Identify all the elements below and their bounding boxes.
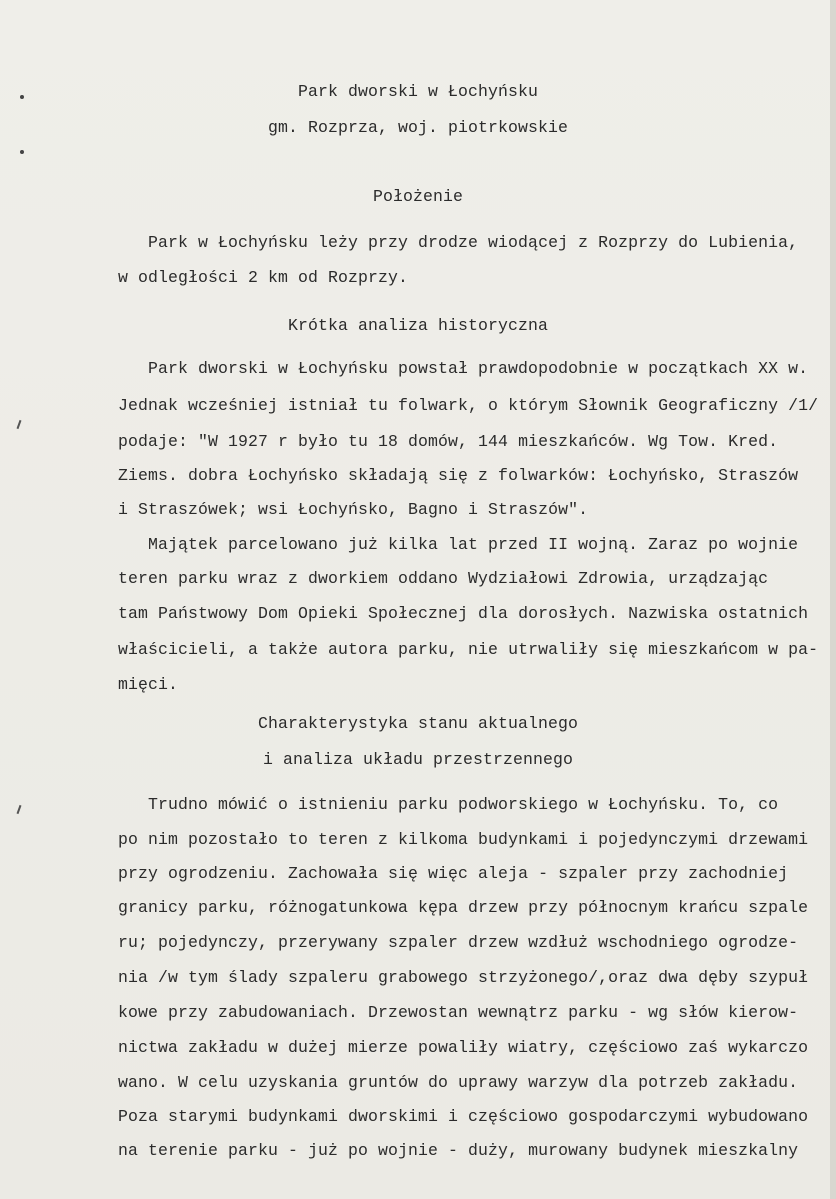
text-line: granicy parku, różnogatunkowa kępa drzew przy północnym krańcu szpale [118, 898, 809, 917]
margin-mark [17, 420, 22, 429]
section-heading-location: Położenie [372, 187, 463, 206]
text-line: nia /w tym ślady szpaleru grabowego strzyżonego/,oraz dwa dęby szypuł [118, 968, 809, 987]
section-heading-state: Charakterystyka stanu aktualnego [257, 714, 579, 733]
text-line: Ziems. dobra Łochyńsko składają się z folwarków: Łochyńsko, Straszów [118, 466, 799, 485]
text-line: nictwa zakładu w dużej mierze powaliły wiatry, częściowo zaś wykarczo [118, 1038, 809, 1057]
text-line: wano. W celu uzyskania gruntów do uprawy warzyw dla potrzeb zakładu. [118, 1073, 799, 1092]
document-subtitle: gm. Rozprza, woj. piotrkowskie [267, 118, 569, 137]
text-line: Park w Łochyńsku leży przy drodze wiodącej z Rozprzy do Lubienia, [148, 233, 799, 252]
text-line: tam Państwowy Dom Opieki Społecznej dla dorosłych. Nazwiska ostatnich [118, 604, 809, 623]
section-heading-state-cont: i analiza układu przestrzennego [262, 750, 574, 769]
document-title: Park dworski w Łochyńsku [297, 82, 539, 101]
text-line: kowe przy zabudowaniach. Drzewostan wewnątrz parku - wg słów kierow- [118, 1003, 799, 1022]
text-line: Park dworski w Łochyńsku powstał prawdopodobnie w początkach XX w. [148, 359, 809, 378]
text-line: podaje: "W 1927 r było tu 18 domów, 144 mieszkańców. Wg Tow. Kred. [118, 432, 779, 451]
text-line: ru; pojedynczy, przerywany szpaler drzew wzdłuż wschodniego ogrodze- [118, 933, 799, 952]
text-line: przy ogrodzeniu. Zachowała się więc aleja - szpaler przy zachodniej [118, 864, 789, 883]
page-edge [830, 0, 836, 1199]
text-line: właścicieli, a także autora parku, nie utrwaliły się mieszkańcom w pa- [118, 640, 819, 659]
margin-mark [17, 805, 22, 814]
text-line: i Straszówek; wsi Łochyńsko, Bagno i Straszów". [118, 500, 589, 519]
text-line: teren parku wraz z dworkiem oddano Wydziałowi Zdrowia, urządzając [118, 569, 769, 588]
text-line: Poza starymi budynkami dworskimi i częściowo gospodarczymi wybudowano [118, 1107, 809, 1126]
margin-mark [20, 150, 24, 154]
text-line: w odległości 2 km od Rozprzy. [118, 268, 409, 287]
text-line: Trudno mówić o istnieniu parku podworskiego w Łochyńsku. To, co [148, 795, 779, 814]
text-line: na terenie parku - już po wojnie - duży, murowany budynek mieszkalny [118, 1141, 799, 1160]
text-line: po nim pozostało to teren z kilkoma budynkami i pojedynczymi drzewami [118, 830, 809, 849]
text-line: mięci. [118, 675, 179, 694]
text-line: Jednak wcześniej istniał tu folwark, o którym Słownik Geograficzny /1/ [118, 396, 819, 415]
text-line: Majątek parcelowano już kilka lat przed II wojną. Zaraz po wojnie [148, 535, 799, 554]
section-heading-history: Krótka analiza historyczna [287, 316, 549, 335]
